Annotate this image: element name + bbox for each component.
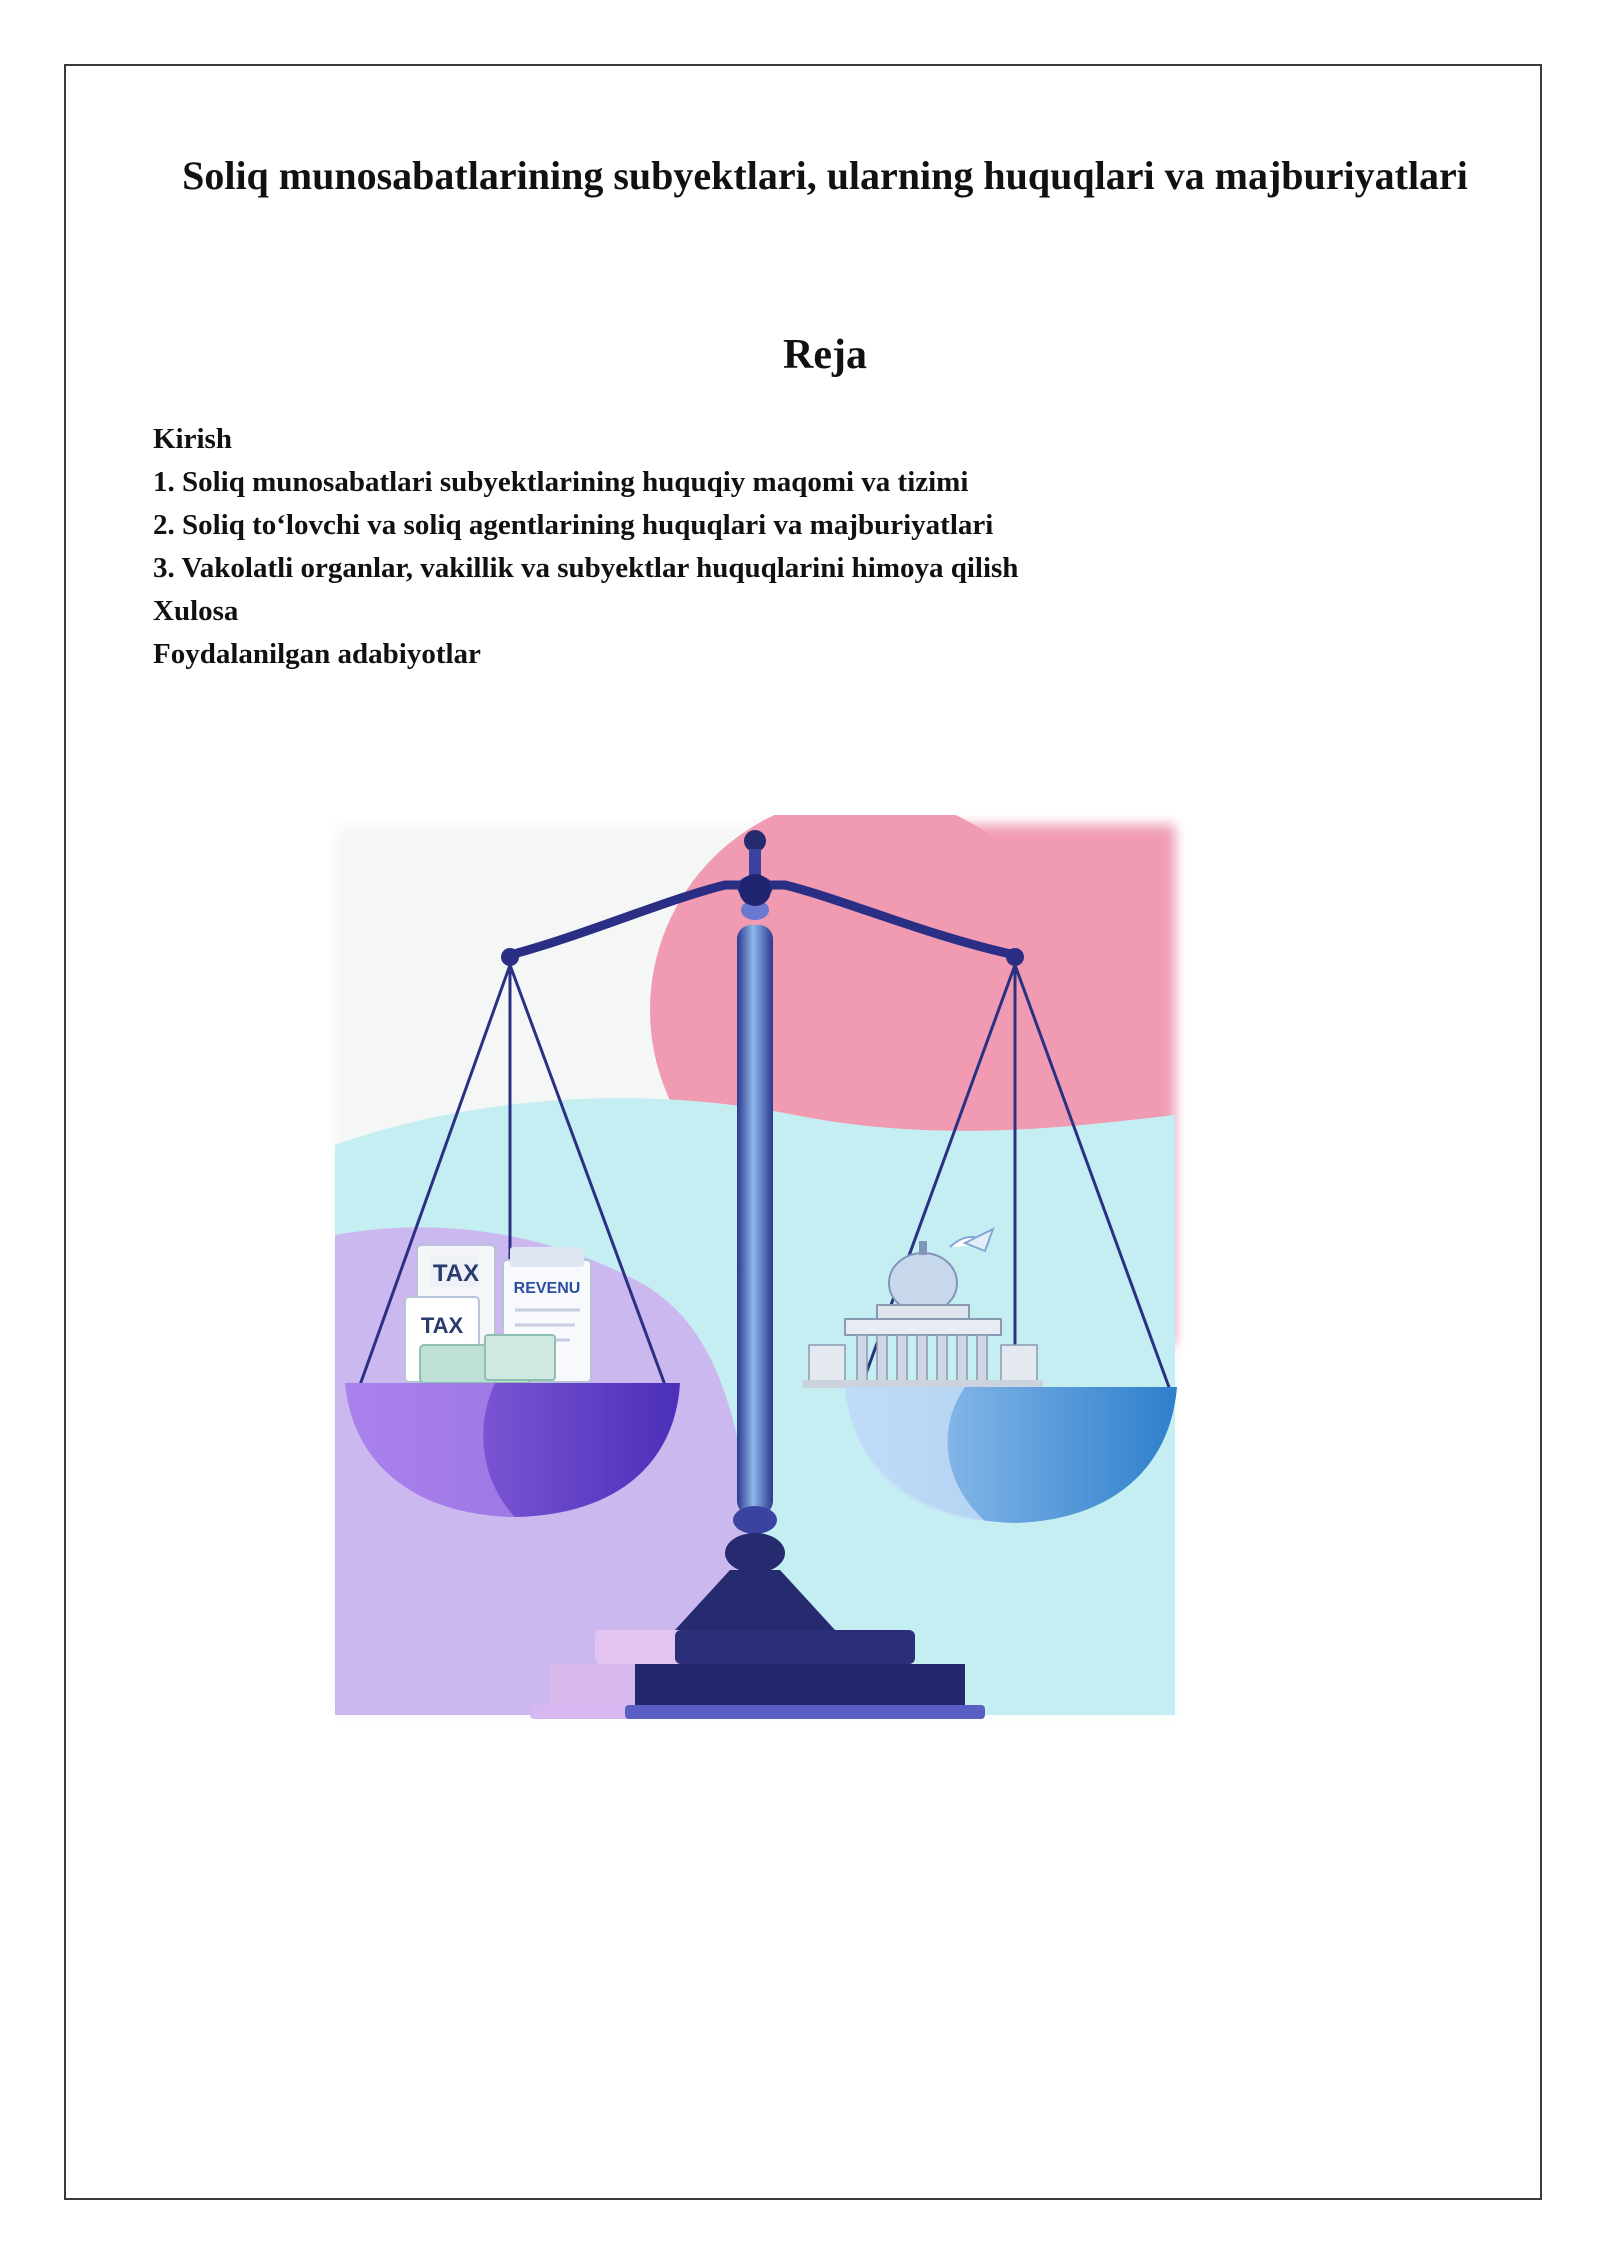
revenue-label: REVENU (513, 1280, 581, 1297)
toc-item-conclusion: Xulosa (153, 595, 239, 627)
document-title: Soliq munosabatlarining subyektlari, ularning huquqlari va majburiyatlari (182, 153, 1468, 198)
toc-item-1: 1. Soliq munosabatlari subyektlarining huquqiy maqomi va tizimi (153, 466, 969, 498)
toc-item-references: Foydalanilgan adabiyotlar (153, 638, 481, 670)
plan-heading: Reja (783, 332, 867, 378)
toc-item-intro: Kirish (153, 423, 232, 455)
toc-item-2: 2. Soliq to‘lovchi va soliq agentlarining huquqlari va majburiyatlari (153, 509, 994, 541)
tax-label-2: TAX (420, 1313, 464, 1338)
table-of-contents (153, 418, 1018, 676)
toc-item-3: 3. Vakolatli organlar, vakillik va subyektlar huquqlarini himoya qilish (153, 552, 1019, 584)
tax-label-1: TAX (432, 1260, 480, 1287)
scales-of-justice-illustration (325, 815, 1185, 1725)
